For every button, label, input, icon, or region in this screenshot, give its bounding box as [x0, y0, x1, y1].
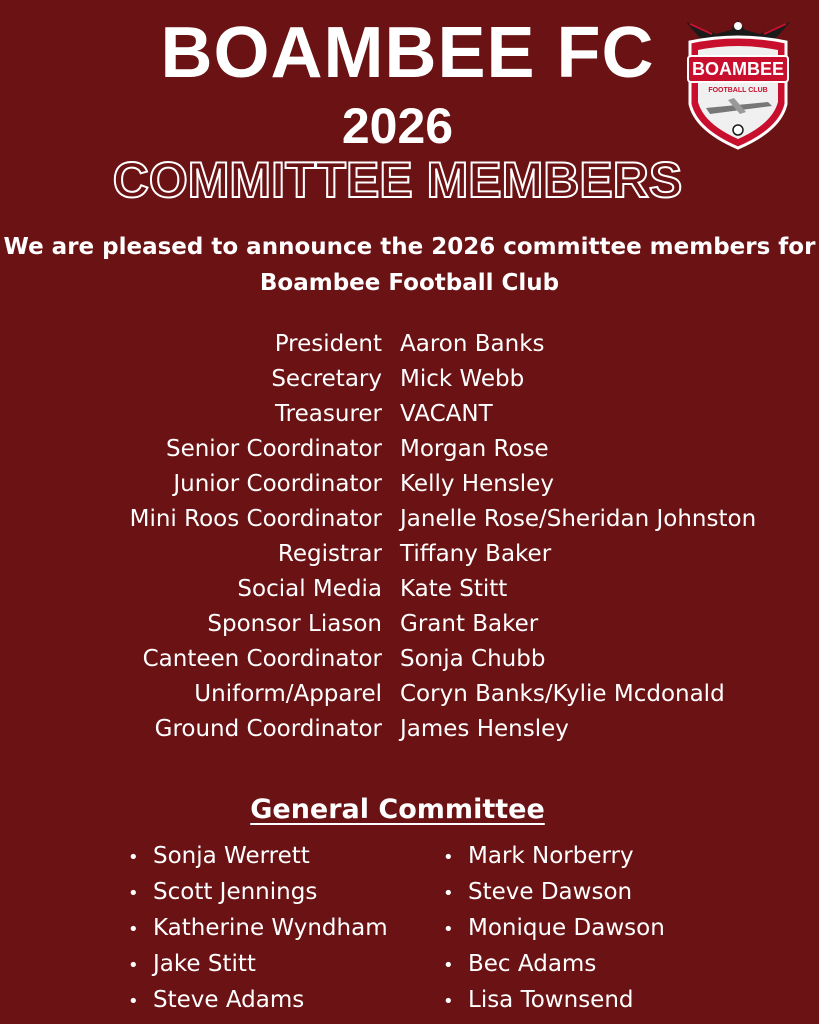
role-row [0, 467, 819, 502]
bullet-icon: • [128, 955, 139, 976]
role-member: VACANT [400, 401, 493, 427]
role-row [0, 572, 819, 607]
role-title: Uniform/Apparel [194, 681, 382, 707]
crest-text-top: BOAMBEE [691, 59, 785, 79]
member-name: Monique Dawson [468, 915, 665, 941]
role-member: James Hensley [400, 716, 569, 742]
role-row [0, 502, 819, 537]
member-name: Lisa Townsend [468, 987, 634, 1013]
member-name: Sonja Werrett [153, 843, 310, 869]
role-title: Sponsor Liason [207, 611, 382, 637]
role-member: Kate Stitt [400, 576, 508, 602]
list-item [443, 983, 665, 1019]
bullet-icon: • [443, 955, 454, 976]
role-title: Secretary [271, 366, 382, 392]
bullet-icon: • [443, 991, 454, 1012]
club-logo [676, 12, 800, 152]
role-title: Treasurer [275, 401, 382, 427]
role-row [0, 537, 819, 572]
role-row [0, 432, 819, 467]
role-title: Mini Roos Coordinator [129, 506, 382, 532]
list-item [443, 911, 665, 947]
role-title: Social Media [237, 576, 382, 602]
bullet-icon: • [443, 919, 454, 940]
role-row [0, 397, 819, 432]
role-row [0, 327, 819, 362]
role-title: Junior Coordinator [173, 471, 382, 497]
role-member: Sonja Chubb [400, 646, 546, 672]
committee-roles-list [0, 327, 819, 747]
crest-text-bottom: FOOTBALL CLUB [708, 87, 768, 94]
role-row [0, 607, 819, 642]
role-member: Mick Webb [400, 366, 525, 392]
general-committee-list-right [443, 839, 665, 1019]
list-item [443, 875, 665, 911]
announcement-line-1: We are pleased to announce the 2026 committee members for [3, 234, 816, 260]
list-item [128, 983, 388, 1019]
bullet-icon: • [128, 991, 139, 1012]
member-name: Mark Norberry [468, 843, 634, 869]
role-row [0, 642, 819, 677]
role-member: Janelle Rose/Sheridan Johnston [400, 506, 757, 532]
member-name: Steve Adams [153, 987, 305, 1013]
bullet-icon: • [128, 919, 139, 940]
bullet-icon: • [128, 883, 139, 904]
member-name: Scott Jennings [153, 879, 318, 905]
member-name: Bec Adams [468, 951, 597, 977]
list-item [128, 875, 388, 911]
committee-members-heading: COMMITTEE MEMBERS [112, 152, 683, 208]
role-row [0, 677, 819, 712]
role-title: President [274, 331, 382, 357]
role-row [0, 362, 819, 397]
member-name: Steve Dawson [468, 879, 633, 905]
role-member: Aaron Banks [400, 331, 545, 357]
general-committee-heading: General Committee [250, 794, 545, 825]
general-committee-list-left [128, 839, 388, 1019]
role-member: Coryn Banks/Kylie Mcdonald [400, 681, 725, 707]
role-member: Kelly Hensley [400, 471, 554, 497]
list-item [443, 839, 665, 875]
role-member: Morgan Rose [400, 436, 549, 462]
role-member: Grant Baker [400, 611, 539, 637]
club-title: BOAMBEE FC [160, 13, 655, 93]
member-name: Jake Stitt [153, 951, 256, 977]
bullet-icon: • [443, 883, 454, 904]
list-item [128, 947, 388, 983]
bullet-icon: • [128, 847, 139, 868]
member-name: Katherine Wyndham [153, 915, 388, 941]
list-item [443, 947, 665, 983]
role-title: Ground Coordinator [154, 716, 382, 742]
announcement-text [0, 229, 819, 301]
role-row [0, 712, 819, 747]
club-crest-icon [676, 12, 800, 152]
announcement-line-2: Boambee Football Club [259, 270, 560, 296]
role-title: Senior Coordinator [165, 436, 382, 462]
role-member: Tiffany Baker [400, 541, 552, 567]
role-title: Registrar [277, 541, 382, 567]
list-item [128, 839, 388, 875]
list-item [128, 911, 388, 947]
role-title: Canteen Coordinator [142, 646, 382, 672]
bullet-icon: • [443, 847, 454, 868]
year-heading: 2026 [341, 98, 454, 154]
